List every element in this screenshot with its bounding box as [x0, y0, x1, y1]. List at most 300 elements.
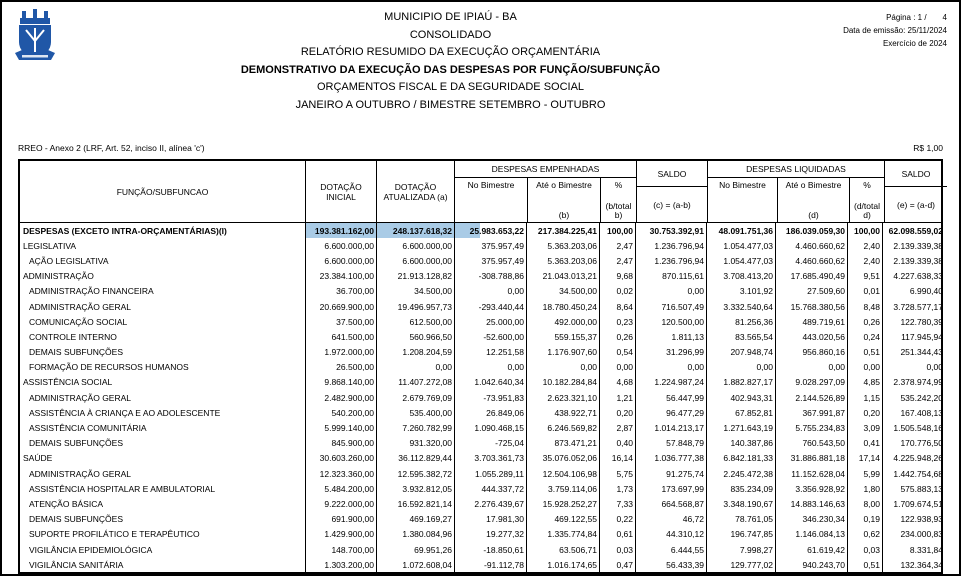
- value-cell: 5.363.203,06: [526, 253, 599, 268]
- value-cell: 0,26: [599, 329, 635, 344]
- value-cell: 5.999.140,00: [305, 420, 376, 435]
- value-cell: 122.780,39: [882, 314, 945, 329]
- value-cell: 1.811,13: [635, 329, 706, 344]
- value-cell: 67.852,81: [706, 405, 775, 420]
- value-cell: 367.991,87: [775, 405, 847, 420]
- value-cell: 2.623.321,10: [526, 390, 599, 405]
- value-cell: 5.755.234,83: [775, 420, 847, 435]
- value-cell: -308.788,86: [454, 269, 526, 284]
- value-cell: 716.507,49: [635, 299, 706, 314]
- value-cell: 37.500,00: [305, 314, 376, 329]
- value-cell: -91.112,78: [454, 557, 526, 572]
- column-liquidadas-ate-bimestre: Até o Bimestre (d): [777, 178, 849, 222]
- value-cell: 16,14: [599, 451, 635, 466]
- value-cell: 251.344,43: [882, 345, 945, 360]
- value-cell: 1.236.796,94: [635, 238, 706, 253]
- value-cell: 44.310,12: [635, 527, 706, 542]
- value-cell: 56.433,39: [635, 557, 706, 572]
- value-cell: 56.447,99: [635, 390, 706, 405]
- value-cell: 100,00: [847, 223, 882, 238]
- value-cell: 132.364,34: [882, 557, 945, 572]
- value-cell: 4.225.948,26: [882, 451, 945, 466]
- value-cell: 19.277,32: [454, 527, 526, 542]
- value-cell: 0,51: [847, 557, 882, 572]
- value-cell: 17.981,30: [454, 512, 526, 527]
- value-cell: 1.224.987,24: [635, 375, 706, 390]
- function-cell: ASSISTÊNCIA COMUNITÁRIA: [29, 423, 147, 434]
- value-cell: 10.182.284,84: [526, 375, 599, 390]
- value-cell: 3,09: [847, 420, 882, 435]
- function-cell: DEMAIS SUBFUNÇÕES: [29, 347, 123, 358]
- value-cell: 2.139.339,38: [882, 253, 945, 268]
- value-cell: 1.016.174,65: [526, 557, 599, 572]
- value-cell: 15.928.252,27: [526, 496, 599, 511]
- value-cell: 5.484.200,00: [305, 481, 376, 496]
- value-cell: 26.500,00: [305, 360, 376, 375]
- value-cell: 2.276.439,67: [454, 496, 526, 511]
- value-cell: 9.222.000,00: [305, 496, 376, 511]
- value-cell: 6.600.000,00: [376, 238, 454, 253]
- value-cell: 3.332.540,64: [706, 299, 775, 314]
- table-row: [20, 512, 941, 527]
- value-cell: 956.860,16: [775, 345, 847, 360]
- value-cell: 30.603.260,00: [305, 451, 376, 466]
- value-cell: 469.169,27: [376, 512, 454, 527]
- value-cell: 9.868.140,00: [305, 375, 376, 390]
- value-cell: 78.761,05: [706, 512, 775, 527]
- value-cell: 0,19: [847, 512, 882, 527]
- value-cell: 36.112.829,44: [376, 451, 454, 466]
- value-cell: 2,47: [599, 238, 635, 253]
- annex-line: [18, 143, 943, 153]
- value-cell: 16.592.821,14: [376, 496, 454, 511]
- value-cell: 27.509,60: [775, 284, 847, 299]
- column-funcao-subfuncao: FUNÇÃO/SUBFUNCAO: [116, 186, 209, 197]
- value-cell: 217.384.225,41: [526, 223, 599, 238]
- value-cell: 870.115,61: [635, 269, 706, 284]
- value-cell: 760.543,50: [775, 436, 847, 451]
- value-cell: 0,00: [635, 360, 706, 375]
- table-row: [20, 223, 941, 238]
- function-cell: DEMAIS SUBFUNÇÕES: [29, 438, 123, 449]
- value-cell: 2.679.769,09: [376, 390, 454, 405]
- value-cell: 100,00: [599, 223, 635, 238]
- value-cell: 0,00: [526, 360, 599, 375]
- value-cell: 0,23: [599, 314, 635, 329]
- value-cell: 1.146.084,13: [775, 527, 847, 542]
- value-cell: 612.500,00: [376, 314, 454, 329]
- table-row: [20, 557, 941, 572]
- value-cell: 835.234,09: [706, 481, 775, 496]
- value-cell: 9,51: [847, 269, 882, 284]
- value-cell: 1,80: [847, 481, 882, 496]
- value-cell: 6.842.181,33: [706, 451, 775, 466]
- column-empenhadas-no-bimestre: No Bimestre: [467, 180, 515, 190]
- value-cell: 91.275,74: [635, 466, 706, 481]
- value-cell: 69.951,26: [376, 542, 454, 557]
- value-cell: 535.400,00: [376, 405, 454, 420]
- value-cell: 1.176.907,60: [526, 345, 599, 360]
- value-cell: 0,40: [599, 436, 635, 451]
- column-liquidadas-no-bimestre: No Bimestre: [719, 180, 766, 190]
- expenses-table: [18, 159, 943, 574]
- value-cell: 0,22: [599, 512, 635, 527]
- value-cell: 1.335.774,84: [526, 527, 599, 542]
- column-liquidadas-percent: % (d/total d): [849, 178, 884, 222]
- value-cell: 1.042.640,34: [454, 375, 526, 390]
- value-cell: 63.506,71: [526, 542, 599, 557]
- value-cell: 129.777,02: [706, 557, 775, 572]
- value-cell: 12.504.106,98: [526, 466, 599, 481]
- function-cell: ADMINISTRAÇÃO FINANCEIRA: [29, 286, 154, 297]
- value-cell: 0,00: [635, 284, 706, 299]
- value-cell: 6.600.000,00: [376, 253, 454, 268]
- function-cell: ADMINISTRAÇÃO GERAL: [29, 392, 132, 403]
- function-cell: SUPORTE PROFILÁTICO E TERAPÊUTICO: [29, 529, 200, 540]
- value-cell: 167.408,13: [882, 405, 945, 420]
- value-cell: 62.098.559,02: [882, 223, 945, 238]
- value-cell: 931.320,00: [376, 436, 454, 451]
- value-cell: 207.948,74: [706, 345, 775, 360]
- value-cell: 1.055.289,11: [454, 466, 526, 481]
- value-cell: 2.139.339,38: [882, 238, 945, 253]
- value-cell: 14.883.146,63: [775, 496, 847, 511]
- value-cell: 117.945,94: [882, 329, 945, 344]
- function-cell: ASSISTÊNCIA SOCIAL: [23, 377, 113, 388]
- table-row: [20, 360, 941, 375]
- value-cell: 8,00: [847, 496, 882, 511]
- value-cell: 234.000,83: [882, 527, 945, 542]
- value-cell: 31.296,99: [635, 345, 706, 360]
- value-cell: 9.028.297,09: [775, 375, 847, 390]
- value-cell: 691.900,00: [305, 512, 376, 527]
- value-cell: 8,64: [599, 299, 635, 314]
- value-cell: 96.477,29: [635, 405, 706, 420]
- value-cell: 35.076.052,06: [526, 451, 599, 466]
- value-cell: 0,02: [599, 284, 635, 299]
- value-cell: 19.496.957,73: [376, 299, 454, 314]
- value-cell: 1.303.200,00: [305, 557, 376, 572]
- currency-unit: R$ 1,00: [913, 143, 943, 153]
- value-cell: 0,00: [376, 360, 454, 375]
- function-cell: VIGILÂNCIA SANITÁRIA: [29, 559, 124, 570]
- value-cell: 2.245.472,38: [706, 466, 775, 481]
- function-cell: LEGISLATIVA: [23, 240, 77, 251]
- value-cell: 0,00: [454, 284, 526, 299]
- value-cell: 30.753.392,91: [635, 223, 706, 238]
- value-cell: 0,20: [847, 405, 882, 420]
- value-cell: 8.331,84: [882, 542, 945, 557]
- value-cell: 1.090.468,15: [454, 420, 526, 435]
- value-cell: 873.471,21: [526, 436, 599, 451]
- value-cell: 9,68: [599, 269, 635, 284]
- value-cell: 12.323.360,00: [305, 466, 376, 481]
- value-cell: 1.208.204,59: [376, 345, 454, 360]
- value-cell: 20.669.900,00: [305, 299, 376, 314]
- value-cell: 1,21: [599, 390, 635, 405]
- value-cell: 1.380.084,96: [376, 527, 454, 542]
- function-cell: AÇÃO LEGISLATIVA: [29, 255, 109, 266]
- value-cell: 4,85: [847, 375, 882, 390]
- value-cell: 12.595.382,72: [376, 466, 454, 481]
- value-cell: 559.155,37: [526, 329, 599, 344]
- value-cell: 31.886.881,18: [775, 451, 847, 466]
- value-cell: 1.036.777,38: [635, 451, 706, 466]
- value-cell: 0,01: [847, 284, 882, 299]
- value-cell: 2.144.526,89: [775, 390, 847, 405]
- value-cell: 81.256,36: [706, 314, 775, 329]
- emission-date: Data de emissão: 25/11/2024: [843, 26, 947, 35]
- function-cell: VIGILÂNCIA EPIDEMIOLÓGICA: [29, 544, 153, 555]
- value-cell: 489.719,61: [775, 314, 847, 329]
- table-row: [20, 238, 941, 253]
- value-cell: 173.697,99: [635, 481, 706, 496]
- value-cell: 346.230,34: [775, 512, 847, 527]
- table-row: [20, 375, 941, 390]
- value-cell: 444.337,72: [454, 481, 526, 496]
- value-cell: 375.957,49: [454, 253, 526, 268]
- consolidated-label: CONSOLIDADO: [409, 28, 492, 41]
- value-cell: 492.000,00: [526, 314, 599, 329]
- value-cell: 1.072.608,04: [376, 557, 454, 572]
- table-row: [20, 345, 941, 360]
- value-cell: 1.054.477,03: [706, 238, 775, 253]
- value-cell: 438.922,71: [526, 405, 599, 420]
- value-cell: 36.700,00: [305, 284, 376, 299]
- table-row: [20, 269, 941, 284]
- value-cell: 25.983.653,22: [454, 223, 526, 238]
- value-cell: 26.849,06: [454, 405, 526, 420]
- table-header: [20, 161, 941, 223]
- value-cell: 2,47: [599, 253, 635, 268]
- value-cell: 2,87: [599, 420, 635, 435]
- value-cell: 575.883,13: [882, 481, 945, 496]
- value-cell: 1.271.643,19: [706, 420, 775, 435]
- value-cell: 3.708.413,20: [706, 269, 775, 284]
- value-cell: 4.460.660,62: [775, 253, 847, 268]
- function-cell: ASSISTÊNCIA HOSPITALAR E AMBULATORIAL: [29, 483, 216, 494]
- value-cell: 1.236.796,94: [635, 253, 706, 268]
- table-row: [20, 527, 941, 542]
- value-cell: 148.700,00: [305, 542, 376, 557]
- value-cell: 83.565,54: [706, 329, 775, 344]
- value-cell: 0,00: [706, 360, 775, 375]
- value-cell: -725,04: [454, 436, 526, 451]
- value-cell: 1.882.827,17: [706, 375, 775, 390]
- group-despesas-empenhadas: DESPESAS EMPENHADAS No Bimestre Até o Bimestre (b) % (b/total b): [454, 161, 636, 222]
- function-cell: SAÚDE: [23, 453, 53, 464]
- value-cell: 3.356.928,92: [775, 481, 847, 496]
- value-cell: 5,99: [847, 466, 882, 481]
- table-body: [20, 223, 941, 572]
- value-cell: -73.951,83: [454, 390, 526, 405]
- value-cell: 641.500,00: [305, 329, 376, 344]
- value-cell: 11.407.272,08: [376, 375, 454, 390]
- column-saldo-e: SALDO (e) = (a-d): [884, 161, 947, 222]
- value-cell: -52.600,00: [454, 329, 526, 344]
- table-row: [20, 405, 941, 420]
- column-dotacao-inicial: DOTAÇÃO INICIAL: [305, 161, 376, 222]
- value-cell: 34.500,00: [376, 284, 454, 299]
- value-cell: 0,00: [882, 360, 945, 375]
- table-row: [20, 466, 941, 481]
- table-row: [20, 496, 941, 511]
- function-cell: ADMINISTRAÇÃO GERAL: [29, 468, 132, 479]
- value-cell: 15.768.380,56: [775, 299, 847, 314]
- budget-scope: ORÇAMENTOS FISCAL E DA SEGURIDADE SOCIAL: [316, 81, 585, 93]
- report-name: RELATÓRIO RESUMIDO DA EXECUÇÃO ORÇAMENTÁRIA: [300, 46, 601, 58]
- value-cell: 1,15: [847, 390, 882, 405]
- value-cell: 4.227.638,33: [882, 269, 945, 284]
- exercise-year: Exercício de 2024: [882, 39, 947, 48]
- table-row: [20, 299, 941, 314]
- value-cell: 248.137.618,32: [376, 223, 454, 238]
- value-cell: 664.568,87: [635, 496, 706, 511]
- page-meta: [843, 11, 947, 50]
- period-label: JANEIRO A OUTUBRO / BIMESTRE SETEMBRO - OUTUBRO: [295, 98, 606, 111]
- value-cell: 3.728.577,17: [882, 299, 945, 314]
- value-cell: 0,00: [775, 360, 847, 375]
- value-cell: 3.759.114,06: [526, 481, 599, 496]
- value-cell: 186.039.059,30: [775, 223, 847, 238]
- value-cell: 3.101,92: [706, 284, 775, 299]
- value-cell: 3.932.812,05: [376, 481, 454, 496]
- value-cell: 0,26: [847, 314, 882, 329]
- function-cell: DESPESAS (EXCETO INTRA-ORÇAMENTÁRIAS)(I): [23, 225, 227, 236]
- value-cell: 1.505.548,16: [882, 420, 945, 435]
- group-despesas-liquidadas: DESPESAS LIQUIDADAS No Bimestre Até o Bimestre (d) % (d/total d): [707, 161, 884, 222]
- table-row: [20, 420, 941, 435]
- value-cell: 0,24: [847, 329, 882, 344]
- value-cell: 2.378.974,99: [882, 375, 945, 390]
- page-number: Página : 1 / 4: [886, 13, 947, 22]
- value-cell: 3.703.361,73: [454, 451, 526, 466]
- value-cell: 17.685.490,49: [775, 269, 847, 284]
- value-cell: 0,00: [599, 360, 635, 375]
- value-cell: 5,75: [599, 466, 635, 481]
- table-row: [20, 542, 941, 557]
- statement-title: DEMONSTRATIVO DA EXECUÇÃO DAS DESPESAS POR FUNÇÃO/SUBFUNÇÃO: [240, 63, 661, 76]
- table-row: [20, 284, 941, 299]
- value-cell: 5.363.203,06: [526, 238, 599, 253]
- value-cell: 1.429.900,00: [305, 527, 376, 542]
- column-empenhadas-ate-bimestre: Até o Bimestre (b): [527, 178, 600, 222]
- column-saldo-c: SALDO (c) = (a-b): [636, 161, 707, 222]
- value-cell: 940.243,70: [775, 557, 847, 572]
- function-cell: ATENÇÃO BÁSICA: [29, 498, 103, 509]
- value-cell: 540.200,00: [305, 405, 376, 420]
- value-cell: 0,03: [847, 542, 882, 557]
- value-cell: 6.600.000,00: [305, 238, 376, 253]
- table-row: [20, 436, 941, 451]
- table-row: [20, 314, 941, 329]
- value-cell: 34.500,00: [526, 284, 599, 299]
- table-row: [20, 329, 941, 344]
- value-cell: 4,68: [599, 375, 635, 390]
- value-cell: 1.014.213,17: [635, 420, 706, 435]
- value-cell: 3.348.190,67: [706, 496, 775, 511]
- value-cell: 0,54: [599, 345, 635, 360]
- value-cell: 17,14: [847, 451, 882, 466]
- value-cell: 0,61: [599, 527, 635, 542]
- value-cell: 469.122,55: [526, 512, 599, 527]
- value-cell: 18.780.450,24: [526, 299, 599, 314]
- value-cell: 7.260.782,99: [376, 420, 454, 435]
- function-cell: ADMINISTRAÇÃO: [23, 271, 94, 282]
- value-cell: 2,40: [847, 253, 882, 268]
- value-cell: -293.440,44: [454, 299, 526, 314]
- value-cell: 0,20: [599, 405, 635, 420]
- value-cell: 845.900,00: [305, 436, 376, 451]
- annex-reference: RREO - Anexo 2 (LRF, Art. 52, inciso II, alínea 'c'): [18, 143, 205, 153]
- value-cell: 402.943,31: [706, 390, 775, 405]
- value-cell: 2.482.900,00: [305, 390, 376, 405]
- value-cell: 1.972.000,00: [305, 345, 376, 360]
- value-cell: 23.384.100,00: [305, 269, 376, 284]
- function-cell: DEMAIS SUBFUNÇÕES: [29, 514, 123, 525]
- value-cell: 21.913.128,82: [376, 269, 454, 284]
- function-cell: COMUNICAÇÃO SOCIAL: [29, 316, 128, 327]
- value-cell: 560.966,50: [376, 329, 454, 344]
- value-cell: 0,62: [847, 527, 882, 542]
- value-cell: 6.246.569,82: [526, 420, 599, 435]
- value-cell: 170.776,50: [882, 436, 945, 451]
- value-cell: 196.747,85: [706, 527, 775, 542]
- value-cell: 0,03: [599, 542, 635, 557]
- value-cell: 2,40: [847, 238, 882, 253]
- value-cell: 535.242,20: [882, 390, 945, 405]
- value-cell: 0,41: [847, 436, 882, 451]
- report-title-block: [2, 9, 899, 114]
- function-cell: FORMAÇÃO DE RECURSOS HUMANOS: [29, 362, 189, 373]
- value-cell: 12.251,58: [454, 345, 526, 360]
- table-row: [20, 481, 941, 496]
- municipality-title: MUNICIPIO DE IPIAÚ - BA: [384, 11, 517, 23]
- value-cell: 443.020,56: [775, 329, 847, 344]
- column-empenhadas-percent: % (b/total b): [600, 178, 636, 222]
- value-cell: 25.000,00: [454, 314, 526, 329]
- value-cell: 1.054.477,03: [706, 253, 775, 268]
- value-cell: 11.152.628,04: [775, 466, 847, 481]
- value-cell: -18.850,61: [454, 542, 526, 557]
- value-cell: 140.387,86: [706, 436, 775, 451]
- function-cell: ASSISTÊNCIA À CRIANÇA E AO ADOLESCENTE: [29, 407, 221, 418]
- value-cell: 46,72: [635, 512, 706, 527]
- function-cell: CONTROLE INTERNO: [29, 331, 117, 342]
- value-cell: 122.938,93: [882, 512, 945, 527]
- value-cell: 57.848,79: [635, 436, 706, 451]
- value-cell: 0,47: [599, 557, 635, 572]
- value-cell: 375.957,49: [454, 238, 526, 253]
- value-cell: 1.442.754,68: [882, 466, 945, 481]
- column-dotacao-atualizada: DOTAÇÃO ATUALIZADA (a): [376, 161, 454, 222]
- value-cell: 6.990,40: [882, 284, 945, 299]
- value-cell: 6.600.000,00: [305, 253, 376, 268]
- value-cell: 7,33: [599, 496, 635, 511]
- value-cell: 61.619,42: [775, 542, 847, 557]
- value-cell: 8,48: [847, 299, 882, 314]
- table-row: [20, 390, 941, 405]
- table-row: [20, 253, 941, 268]
- value-cell: 21.043.013,21: [526, 269, 599, 284]
- value-cell: 193.381.162,00: [305, 223, 376, 238]
- value-cell: 6.444,55: [635, 542, 706, 557]
- value-cell: 7.998,27: [706, 542, 775, 557]
- function-cell: ADMINISTRAÇÃO GERAL: [29, 301, 132, 312]
- value-cell: 48.091.751,36: [706, 223, 775, 238]
- table-row: [20, 451, 941, 466]
- value-cell: 4.460.660,62: [775, 238, 847, 253]
